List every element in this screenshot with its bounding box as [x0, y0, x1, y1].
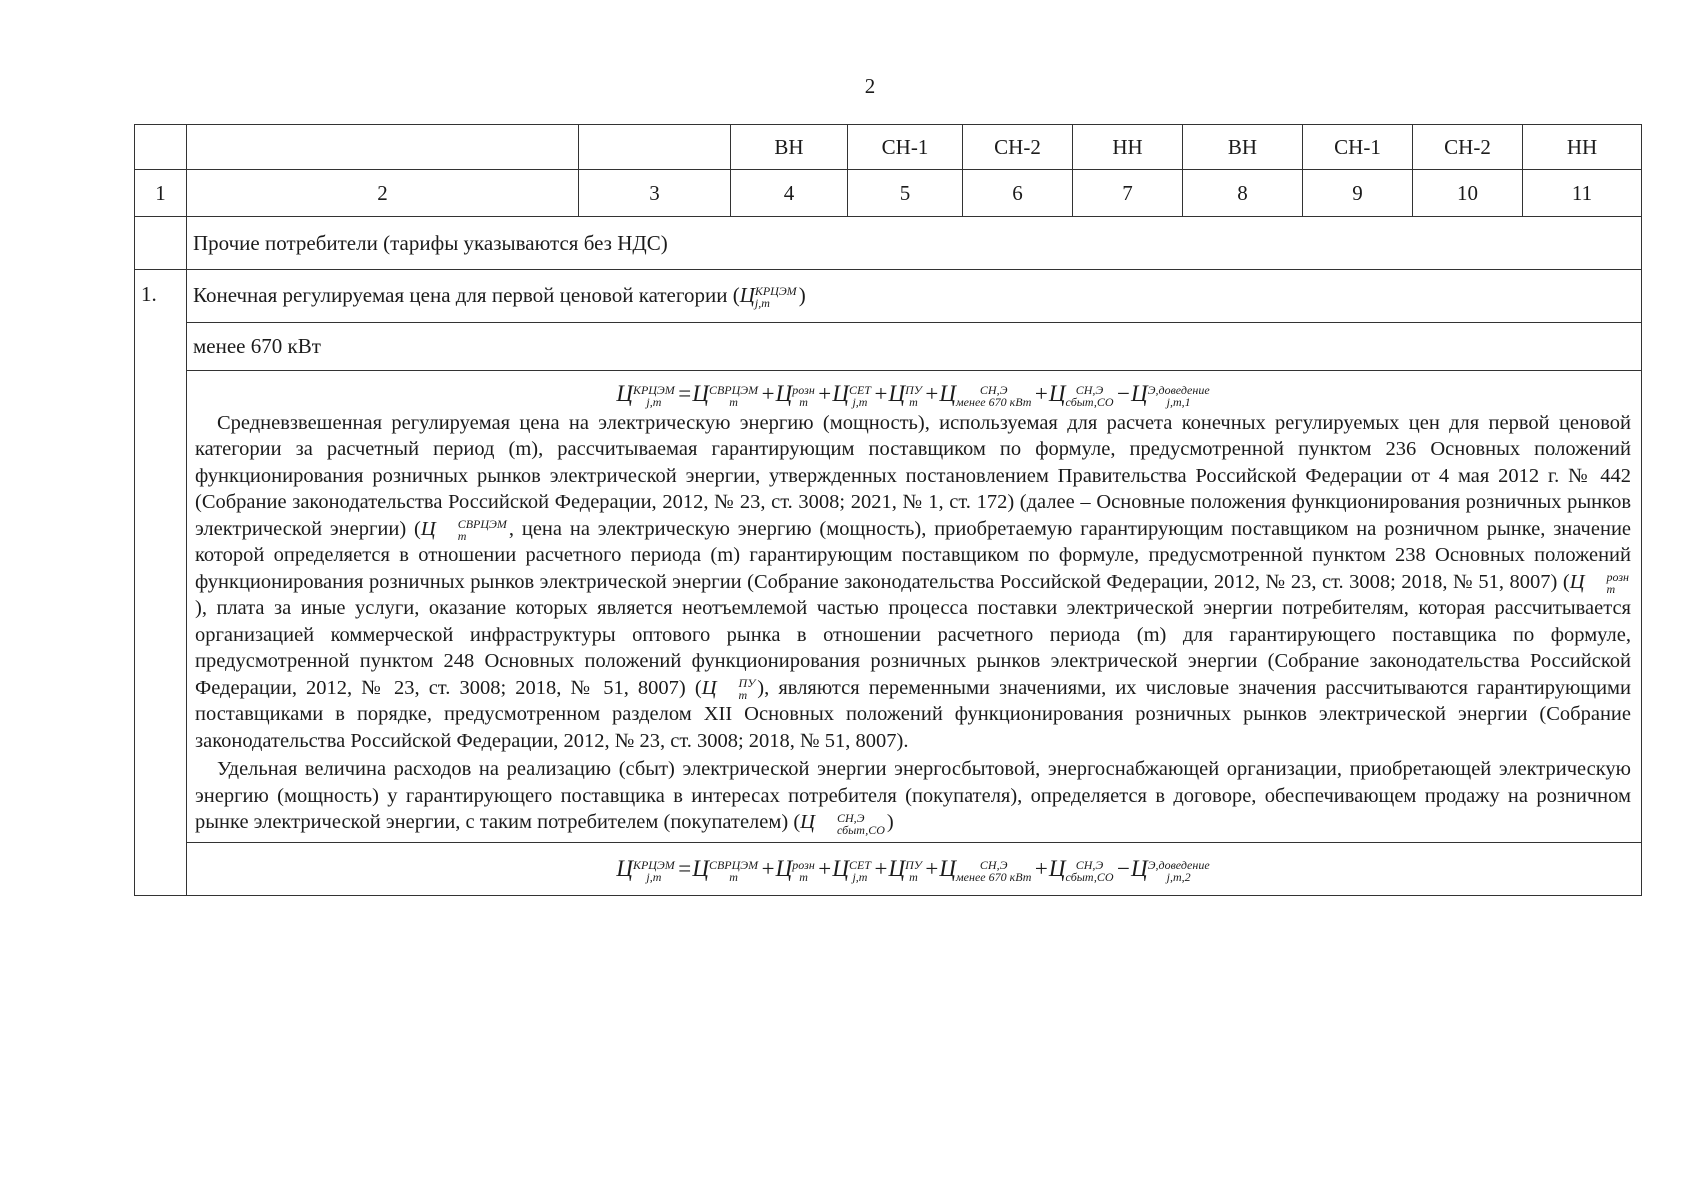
power-row — [135, 323, 1642, 371]
column-number: 5 — [848, 170, 963, 217]
header-cell — [135, 125, 187, 170]
header-cell-vn: ВН — [731, 125, 848, 170]
voltage-header-row — [135, 125, 1642, 170]
column-number: 2 — [187, 170, 579, 217]
header-cell — [187, 125, 579, 170]
header-cell-sn1: СН-1 — [848, 125, 963, 170]
header-cell — [579, 125, 731, 170]
column-number-row — [135, 170, 1642, 217]
column-number: 11 — [1523, 170, 1642, 217]
formula-2-cell — [187, 842, 1642, 895]
column-number: 8 — [1183, 170, 1303, 217]
formula-2: Ц КРЦЭМ j,m =Ц СВРЦЭМ m +Ц розн m +Ц СЕТ j,m +Ц ПУ m +Ц СН,Э менее 670 кВт +Ц СН,Э сбыт,СО −Ц Э,доведение j,m,2 — [616, 856, 1210, 885]
header-cell-sn2: СН-2 — [1413, 125, 1523, 170]
column-number: 6 — [963, 170, 1073, 217]
column-number: 7 — [1073, 170, 1183, 217]
formula-1: Ц КРЦЭМ j,m =Ц СВРЦЭМ m +Ц розн m +Ц СЕТ j,m +Ц ПУ m +Ц СН,Э менее 670 кВт +Ц СН,Э сбыт,СО −Ц Э,доведение j,m,1 — [616, 381, 1210, 409]
column-number: 3 — [579, 170, 731, 217]
section-row — [135, 217, 1642, 270]
price-symbol: Ц — [739, 282, 755, 307]
header-cell-nn: НН — [1073, 125, 1183, 170]
header-cell-vn: ВН — [1183, 125, 1303, 170]
page-number: 2 — [864, 74, 876, 98]
item-number: 1. — [135, 270, 187, 896]
item-row — [135, 270, 1642, 323]
column-number: 4 — [731, 170, 848, 217]
paragraph-2: Удельная величина расходов на реализацию (сбыт) электрической энергии энергосбытовой, энергоснабжающей организации, приобретающей электрическую энергию (мощность) у гарантирующего поставщика в интересах потребителя (покупателя), определяется в договоре, обеспечивающем продажу на розничном рынке электрической энергии, с таким потребителем (покупателем) (Ц СН,Э сбыт,СО ) — [195, 758, 1631, 837]
tariff-table — [134, 124, 1642, 896]
column-number: 10 — [1413, 170, 1523, 217]
column-number: 1 — [135, 170, 187, 217]
item-title-text: Конечная регулируемая цена для первой ценовой категории ( — [193, 282, 740, 307]
header-cell-sn2: СН-2 — [963, 125, 1073, 170]
section-title: Прочие потребители (тарифы указываются без НДС) — [187, 217, 1642, 270]
description-row — [135, 371, 1642, 843]
formula-2-row — [135, 842, 1642, 895]
price-symbol-indices: КРЦЭМ j,m — [754, 284, 797, 311]
item-title — [187, 270, 1642, 323]
power-category: менее 670 кВт — [187, 323, 1642, 371]
description-cell — [187, 371, 1642, 843]
header-cell-nn: НН — [1523, 125, 1642, 170]
empty-cell — [135, 217, 187, 270]
item-title-end: ) — [798, 282, 806, 307]
paragraph-1: Средневзвешенная регулируемая цена на электрическую энергию (мощность), используемая для расчета конечных регулируемых цен для первой ценовой категории за расчетный период (m), рассчитываемая гарантирующим поставщиком по формуле, предусмотренной пунктом 236 Основных положений функционирования розничных рынков электрической энергии, утвержденных постановлением Правительства Российской Федерации от 4 мая 2012 г. № 442 (Собрание законодательства Российской Федерации, 2012, № 23, ст. 3008; 2021, № 1, ст. 172) (далее – Основные положения функционирования розничных рынков электрической энергии) (Ц СВРЦЭМ m , цена на электрическую энергию (мощность), приобретаемую гарантирующим поставщиком на розничном рынке, значение которой определяется в отношении расчетного периода (m) гарантирующим поставщиком по формуле, предусмотренной пунктом 238 Основных положений функционирования розничных рынков электрической энергии (Собрание законодательства Российской Федерации, 2012, № 23, ст. 3008; 2018, № 51, 8007) (Ц розн m ), плата за иные услуги, оказание которых является неотъемлемой частью процесса поставки электрической энергии потребителям, которая рассчитывается организацией коммерческой инфраструктуры оптового рынка в отношении расчетного периода (m) для гарантирующего поставщика по формуле, предусмотренной пунктом 248 Основных положений функционирования розничных рынков электрической энергии (Собрание законодательства Российской Федерации, 2012, № 23, ст. 3008; 2018, № 51, 8007) (Ц ПУ m ), являются переменными значениями, их числовые значения рассчитываются гарантирующими поставщиками в порядке, предусмотренном разделом XII Основных положений функционирования розничных рынков электрической энергии (Собрание законодательства Российской Федерации, 2012, № 23, ст. 3008; 2018, № 51, 8007). — [195, 411, 1632, 752]
column-number: 9 — [1303, 170, 1413, 217]
header-cell-sn1: СН-1 — [1303, 125, 1413, 170]
